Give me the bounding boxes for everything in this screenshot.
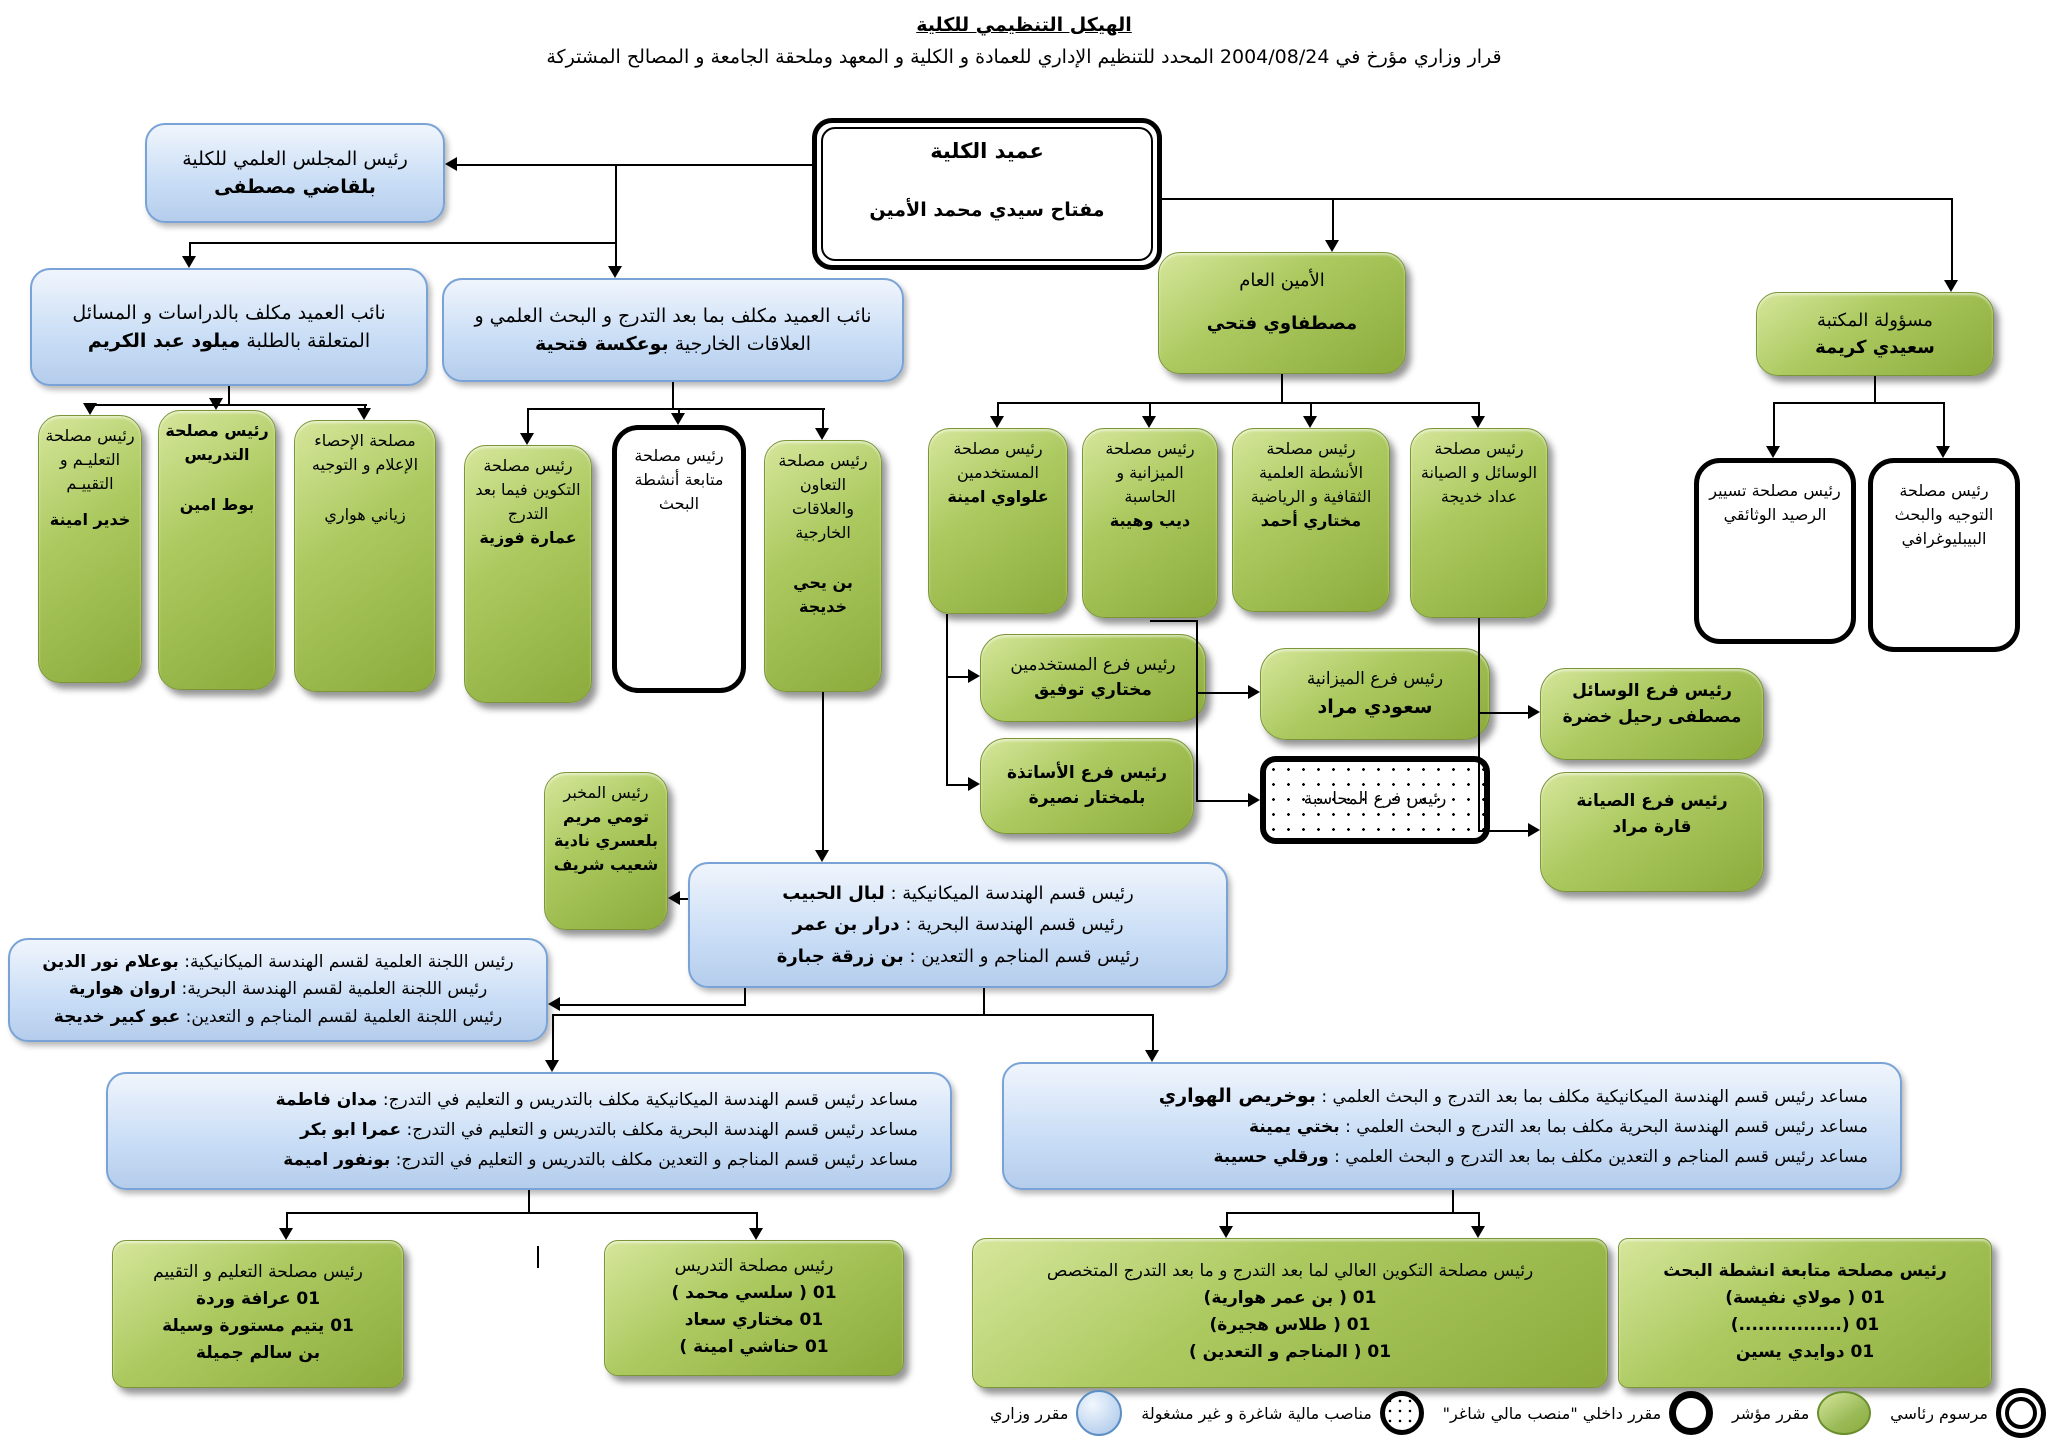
committee-label: رئيس اللجنة العلمية لقسم المناجم و التعدين: xyxy=(185,1006,503,1027)
legend-item-ministerial xyxy=(990,1390,1122,1436)
service-title: رئيس مصلحة الوسائل و الصيانة xyxy=(1420,439,1538,482)
dean-box-inner xyxy=(821,127,1153,261)
branch-budget-box xyxy=(1260,648,1490,740)
connector xyxy=(89,404,367,406)
assistant-name: بونفور اميمة xyxy=(283,1149,391,1170)
vice-dean-studies-text xyxy=(38,295,420,360)
service-box-teaching xyxy=(158,410,276,690)
legend-label: مقرر وزاري xyxy=(990,1403,1069,1423)
branch-accounting-box xyxy=(1260,756,1490,844)
connector xyxy=(189,242,617,244)
connector xyxy=(672,382,674,410)
bottom-title: رئيس مصلحة التكوين العالي لما بعد التدرج و ما بعد التدرج المتخصص xyxy=(1046,1261,1534,1282)
bottom-title: رئيس مصلحة التدريس xyxy=(674,1256,834,1277)
arrowhead xyxy=(1303,416,1317,428)
service-box-means-maintenance xyxy=(1410,428,1548,618)
service-title: رئيس مصلحة التعليـم و التقييـم xyxy=(45,426,135,493)
arrowhead xyxy=(357,408,371,420)
connector xyxy=(1943,402,1945,447)
connector xyxy=(1773,402,1775,447)
bottom-line: 01 ( بن عمر هوارية) xyxy=(1203,1287,1377,1308)
department-heads-box xyxy=(688,862,1228,988)
service-box-research-followup xyxy=(612,425,746,693)
department-label: رئيس قسم الهندسة البحرية : xyxy=(905,914,1124,936)
secretary-general-title: الأمين العام xyxy=(1239,270,1325,291)
service-title: رئيس مصلحة التعاون والعلاقات الخارجية xyxy=(778,451,868,542)
department-name: لبال الحبيب xyxy=(782,882,885,904)
bottom-line: 01 مختاري سعاد xyxy=(684,1310,824,1331)
connector xyxy=(1281,374,1283,402)
page-subtitle: قرار وزاري مؤرخ في 2004/08/24 المحدد للتنظيم الإداري للعمادة و الكلية و المعهد وملحقة الجامعة و المصالح المشتركة xyxy=(546,46,1502,68)
legend-label: مقرر مؤشر xyxy=(1731,1403,1810,1423)
connector xyxy=(983,988,985,1016)
service-name: علواوي امينة xyxy=(947,487,1049,506)
dean-box xyxy=(812,118,1162,270)
assistant-label: مساعد رئيس قسم الهندسة الميكانيكية مكلف بما بعد التدرج و البحث العلمي : xyxy=(1321,1086,1868,1107)
lab-name: تومي مريم xyxy=(562,807,650,826)
arrowhead xyxy=(279,1228,293,1240)
connector xyxy=(457,164,812,166)
branch-name: مختاري توفيق xyxy=(1034,680,1152,700)
internal-ring-icon xyxy=(1669,1391,1713,1435)
service-box-activities xyxy=(1232,428,1390,612)
bottom-line: 01 (................) xyxy=(1730,1315,1880,1336)
assistant-label: مساعد رئيس قسم الهندسة البحرية مكلف بما بعد التدرج و البحث العلمي : xyxy=(1345,1116,1868,1137)
service-box-cooperation xyxy=(764,440,882,692)
legend xyxy=(990,1384,2046,1442)
department-label: رئيس قسم المناجم و التعدين : xyxy=(909,945,1140,967)
bottom-line: 01 حناشي امينة ) xyxy=(679,1337,829,1358)
arrowhead xyxy=(548,997,560,1011)
legend-label: مقرر داخلي "منصب مالي شاغر" xyxy=(1442,1403,1662,1423)
connector xyxy=(997,402,999,417)
bottom-box-higher-training xyxy=(972,1238,1608,1388)
service-box-personnel xyxy=(928,428,1068,614)
endorsed-green-icon xyxy=(1817,1391,1871,1435)
legend-item-presidential xyxy=(1890,1388,2046,1438)
connector xyxy=(1162,198,1952,200)
connector xyxy=(615,164,617,244)
arrowhead xyxy=(1145,1050,1159,1062)
library-head-name: سعيدي كريمة xyxy=(1815,337,1935,358)
connector xyxy=(1226,1212,1480,1214)
library-section-title: رئيس مصلحة تسيير الرصيد الوثائقي xyxy=(1709,481,1841,524)
connector xyxy=(1149,402,1151,417)
library-section-biblio-box xyxy=(1868,458,2020,652)
service-title: رئيس مصلحة الأنشطة العلمية الثقافية و الرياضية xyxy=(1250,439,1372,506)
arrowhead xyxy=(1766,446,1780,458)
connector xyxy=(615,242,617,268)
arrowhead xyxy=(1248,685,1260,699)
service-name: عمارة فوزية xyxy=(479,528,577,547)
connector xyxy=(680,898,688,900)
bottom-box-teaching xyxy=(604,1240,904,1376)
vice-dean-studies-name: ميلود عبد الكريم xyxy=(87,330,241,352)
dean-title: عميد الكلية xyxy=(930,139,1044,163)
lab-name: بلعسري نادية xyxy=(554,831,658,850)
assistant-line xyxy=(114,1086,944,1116)
branch-professors-box xyxy=(980,738,1194,834)
arrowhead xyxy=(520,433,534,445)
assistant-line xyxy=(1010,1113,1894,1143)
arrowhead xyxy=(990,416,1004,428)
assistant-label: مساعد رئيس قسم المناجم و التعدين مكلف بالتدريس و التعليم في التدرج: xyxy=(395,1149,918,1170)
connector xyxy=(1478,1212,1480,1227)
connector xyxy=(527,408,825,410)
assistant-line xyxy=(1010,1143,1894,1173)
vice-dean-studies-box xyxy=(30,268,428,386)
arrowhead xyxy=(968,669,980,683)
bottom-line: بن سالم جميلة xyxy=(195,1343,321,1364)
presidential-double-ring-inner xyxy=(2005,1397,2037,1429)
service-name: مختاري أحمد xyxy=(1260,511,1362,530)
connector xyxy=(1152,1014,1154,1050)
arrowhead xyxy=(545,1060,559,1072)
bottom-box-research-followup xyxy=(1618,1238,1992,1388)
legend-item-internal xyxy=(1443,1391,1714,1435)
committee-line xyxy=(54,1004,502,1031)
dean-name: مفتاح سيدي محمد الأمين xyxy=(869,199,1105,221)
connector xyxy=(822,692,824,850)
lab-head-box xyxy=(544,772,668,930)
connector xyxy=(228,386,230,406)
connector xyxy=(822,408,824,429)
service-name: بن يحي خديجة xyxy=(793,573,853,616)
branch-personnel-box xyxy=(980,634,1206,722)
connector xyxy=(946,676,968,678)
branch-title: رئيس فرع المحاسبة xyxy=(1303,789,1447,810)
assistant-name: ورقلي حسيبة xyxy=(1213,1146,1329,1167)
connector xyxy=(1478,712,1528,714)
service-box-statistics xyxy=(294,420,436,692)
lab-name: شعيب شريف xyxy=(553,855,659,874)
service-title: رئيس مصلحة المستخدمين xyxy=(953,439,1043,482)
assistant-label: مساعد رئيس قسم الهندسة الميكانيكية مكلف بالتدريس و التعليم في التدرج: xyxy=(382,1090,918,1111)
connector xyxy=(946,614,948,786)
scientific-council-title: رئيس المجلس العلمي للكلية xyxy=(182,147,408,170)
arrowhead xyxy=(83,403,97,415)
arrowhead xyxy=(1248,793,1260,807)
service-title: رئيس مصلحة الميزانية و الحاسبة xyxy=(1105,439,1195,506)
ministerial-circle-icon xyxy=(1076,1390,1122,1436)
assistants-postgrad-box xyxy=(1002,1062,1902,1190)
arrowhead xyxy=(815,428,829,440)
assistants-grad-box xyxy=(106,1072,952,1190)
vice-dean-postgrad-name: بوعكسة فتحية xyxy=(534,333,669,355)
department-label: رئيس قسم الهندسة الميكانيكية : xyxy=(890,882,1134,904)
arrowhead xyxy=(671,413,685,425)
connector xyxy=(552,1014,1154,1016)
scientific-council-name: بلقاضي مصطفى xyxy=(214,176,376,198)
connector xyxy=(1196,800,1248,802)
vice-dean-studies-title: نائب العميد مكلف بالدراسات و المسائل المتعلقة بالطلبة xyxy=(72,301,386,352)
library-head-box xyxy=(1756,292,1994,376)
bottom-line: 01 يتيم مستورة وسيلة xyxy=(162,1316,354,1337)
committee-label: رئيس اللجنة العلمية لقسم الهندسة الميكانيكية: xyxy=(184,952,514,973)
connector xyxy=(1196,620,1198,802)
connector xyxy=(1478,618,1480,832)
assistant-name: مدان فاطمة xyxy=(275,1090,378,1111)
arrowhead xyxy=(1325,240,1339,252)
connector xyxy=(537,1246,539,1268)
scientific-council-box xyxy=(145,123,445,223)
connector xyxy=(552,1014,554,1060)
bottom-line: 01 دوايدي يسين xyxy=(1735,1342,1875,1363)
connector xyxy=(528,1190,530,1214)
bottom-line: 01 ( طلاس هجيرة) xyxy=(1209,1315,1371,1336)
assistant-label: مساعد رئيس قسم المناجم و التعدين مكلف بما بعد التدرج و البحث العلمي : xyxy=(1334,1146,1868,1167)
department-line xyxy=(792,909,1123,941)
connector xyxy=(1226,1212,1228,1227)
connector xyxy=(1874,376,1876,404)
connector xyxy=(527,408,529,434)
connector xyxy=(946,784,968,786)
library-head-title: مسؤولة المكتبة xyxy=(1817,310,1933,331)
bottom-line: 01 عرافة وردة xyxy=(195,1288,321,1309)
library-section-archive-box xyxy=(1694,458,1856,644)
connector xyxy=(1478,830,1528,832)
department-name: درار بن عمر xyxy=(792,914,900,936)
branch-name: قارة مراد xyxy=(1612,816,1692,837)
vacant-dotted-circle-icon xyxy=(1380,1391,1424,1435)
service-name: زياني هواري xyxy=(324,505,406,524)
department-line xyxy=(782,878,1133,910)
committee-line xyxy=(69,976,487,1003)
branch-title: رئيس فرع الأساتذة xyxy=(1006,762,1168,783)
arrowhead xyxy=(749,1228,763,1240)
assistant-name: بوخريص الهواري xyxy=(1158,1084,1316,1107)
arrowhead xyxy=(1936,446,1950,458)
connector xyxy=(1150,620,1198,622)
legend-item-endorsed xyxy=(1732,1391,1871,1435)
service-name: ديب وهيبة xyxy=(1109,511,1191,530)
arrowhead xyxy=(209,398,223,410)
connector xyxy=(1452,1190,1454,1214)
presidential-double-ring-icon xyxy=(1996,1388,2046,1438)
connector xyxy=(997,402,1480,404)
assistant-name: عمرا ابو بكر xyxy=(300,1120,402,1141)
bottom-line: 01 ( المناجم و التعدين ) xyxy=(1188,1342,1392,1363)
arrowhead xyxy=(815,850,829,862)
service-name: عداد خديجة xyxy=(1440,487,1518,506)
arrowhead xyxy=(1528,823,1540,837)
bottom-title: رئيس مصلحة التعليم و التقييم xyxy=(153,1262,363,1283)
branch-name: بلمختار نصيرة xyxy=(1028,788,1146,808)
secretary-general-name: مصطفاوي فتحي xyxy=(1206,313,1358,334)
arrowhead xyxy=(968,777,980,791)
legend-item-vacant xyxy=(1141,1391,1424,1435)
arrowhead xyxy=(1142,416,1156,428)
arrowhead xyxy=(1471,1226,1485,1238)
service-box-teaching-evaluation xyxy=(38,415,142,683)
connector xyxy=(1332,198,1334,242)
legend-label: مرسوم رئاسي xyxy=(1890,1403,1988,1423)
branch-name: سعودي مراد xyxy=(1317,695,1433,718)
branch-title: رئيس فرع الوسائل xyxy=(1572,681,1732,701)
branch-name: مصطفى رحيل خضرة xyxy=(1562,706,1742,727)
committee-name: بوعلام نور الدين xyxy=(42,952,179,973)
assistant-line xyxy=(114,1116,944,1146)
branch-maintenance-box xyxy=(1540,772,1764,892)
connector xyxy=(1478,402,1480,417)
service-title: رئيس مصلحة متابعة أنشطة البحث xyxy=(634,446,724,513)
arrowhead xyxy=(608,266,622,278)
committee-name: عبو كبير خديجة xyxy=(53,1006,181,1027)
bottom-line: 01 ( سلسي محمد ) xyxy=(671,1282,837,1303)
connector xyxy=(1773,402,1945,404)
branch-means-box xyxy=(1540,668,1764,760)
service-title: مصلحة الإحصاء الإعلام و التوجيه xyxy=(311,431,419,474)
assistant-name: بختي يمينة xyxy=(1249,1116,1340,1137)
connector xyxy=(756,1212,758,1229)
arrowhead xyxy=(1944,280,1958,292)
bottom-title: رئيس مصلحة متابعة انشطة البحث xyxy=(1663,1261,1947,1282)
connector xyxy=(286,1212,288,1229)
connector xyxy=(286,1212,758,1214)
department-name: بن زرقة جبارة xyxy=(776,945,904,967)
secretary-general-box xyxy=(1158,252,1406,374)
service-box-postgrad-training xyxy=(464,445,592,703)
bottom-box-teaching-evaluation xyxy=(112,1240,404,1388)
branch-title: رئيس فرع المستخدمين xyxy=(1010,654,1176,675)
scientific-committees-box xyxy=(8,938,548,1042)
vice-dean-postgrad-text xyxy=(450,298,896,363)
legend-label: مناصب مالية شاغرة و غير مشغولة xyxy=(1141,1403,1372,1423)
lab-title: رئيس المخبر xyxy=(563,783,649,802)
library-section-title: رئيس مصلحة التوجيه والبحث البيبليوغرافي xyxy=(1894,481,1994,548)
connector xyxy=(1951,198,1953,282)
connector xyxy=(560,1004,746,1006)
branch-title: رئيس فرع الصيانة xyxy=(1576,791,1728,811)
vice-dean-postgrad-title: نائب العميد مكلف بما بعد التدرج و البحث العلمي و العلاقات الخارجية xyxy=(474,304,872,355)
service-box-budget xyxy=(1082,428,1218,618)
committee-name: اروان هوارية xyxy=(68,979,177,1000)
assistant-label: مساعد رئيس قسم الهندسة البحرية مكلف بالتدريس و التعليم في التدرج: xyxy=(406,1120,918,1141)
assistant-line xyxy=(114,1146,944,1176)
branch-title: رئيس فرع الميزانية xyxy=(1306,669,1444,689)
service-title: رئيس مصلحة التدريس xyxy=(165,421,269,464)
arrowhead xyxy=(1528,705,1540,719)
committee-line xyxy=(42,949,513,976)
arrowhead xyxy=(668,891,680,905)
service-name: بوط امين xyxy=(179,495,255,514)
arrowhead xyxy=(445,157,457,171)
vice-dean-postgrad-box xyxy=(442,278,904,382)
committee-label: رئيس اللجنة العلمية لقسم الهندسة البحرية: xyxy=(181,979,488,1000)
service-name: خدير امينة xyxy=(49,510,131,529)
arrowhead xyxy=(1219,1226,1233,1238)
arrowhead xyxy=(1471,416,1485,428)
arrowhead xyxy=(182,256,196,268)
service-title: رئيس مصلحة التكوين فيما بعد التدرج xyxy=(475,456,581,523)
connector xyxy=(1310,402,1312,417)
page-title: الهيكل التنظيمي للكلية xyxy=(916,14,1132,36)
connector xyxy=(1196,692,1248,694)
bottom-line: 01 ( مولاي نفيسة) xyxy=(1725,1287,1885,1308)
department-line xyxy=(777,941,1139,973)
assistant-line xyxy=(1010,1080,1894,1113)
